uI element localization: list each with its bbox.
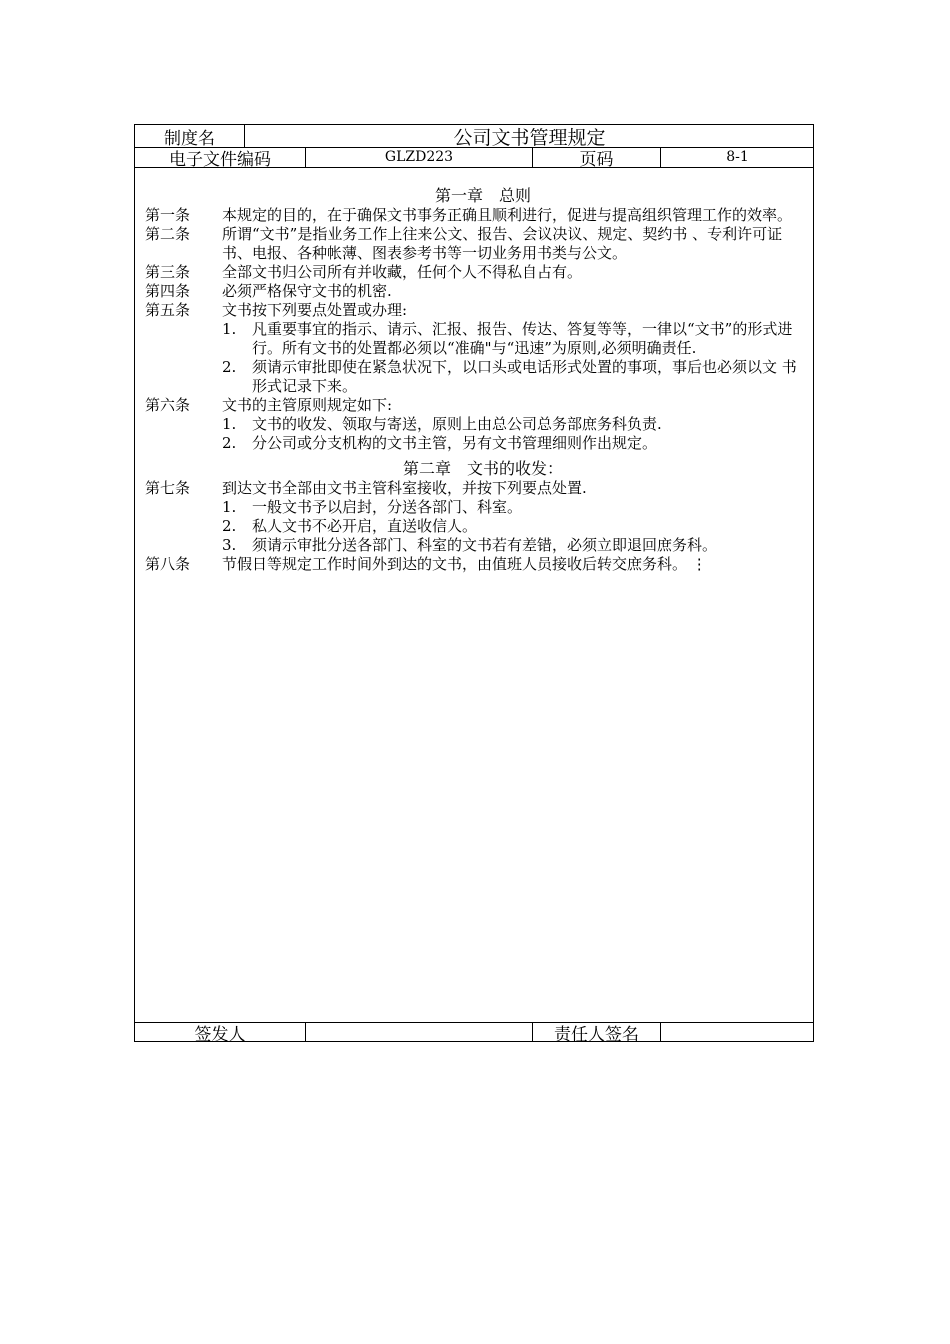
chapter-title: 第二章 文书的收发： [402, 459, 563, 478]
article [145, 263, 809, 282]
file-code-value: GLZD223 [384, 149, 454, 165]
article-number: 第一条 [145, 206, 191, 224]
item-text: 须请示审批分送各部门、科室的文书若有差错，必须立即退回庶务科。 [252, 536, 718, 554]
article-text: 所谓“文书”是指业务工作上往来公文、报告、会议决议、规定、契约书 、专利许可证书、电报、各种帐薄、图表参考书等一切业务用书类与公文。 [222, 225, 783, 262]
article-number: 第二条 [145, 225, 191, 243]
responsible-signature-label: 责任人签名 [554, 1024, 639, 1045]
issuer-label: 签发人 [194, 1024, 246, 1045]
item-text: 文书的收发、领取与寄送，原则上由总公司总务部庶务科负责. [252, 415, 662, 433]
responsible-signature-field[interactable] [661, 1022, 814, 1042]
regulation-name-label: 制度名 [164, 128, 215, 149]
article-items [145, 320, 809, 396]
article-text: 全部文书归公司所有并收藏，任何个人不得私自占有。 [222, 263, 583, 281]
list-item [222, 415, 809, 434]
article-number: 第八条 [145, 555, 191, 573]
file-code-label: 电子文件编码 [169, 149, 271, 170]
item-number: 3. [222, 536, 237, 554]
item-text: 一般文书予以启封，分送各部门、科室。 [252, 498, 523, 516]
item-text: 私人文书不必开启，直送收信人。 [252, 517, 478, 535]
chapter-title: 第一章 总则 [434, 186, 531, 205]
article-text: 文书按下列要点处置或办理: [222, 301, 408, 319]
article-text: 文书的主管原则规定如下: [222, 396, 393, 414]
article [145, 282, 809, 301]
regulation-body [145, 186, 809, 574]
page-number-label: 页码 [579, 149, 614, 170]
article [145, 396, 809, 415]
regulation-title: 公司文书管理规定 [453, 126, 606, 149]
document-form [134, 124, 814, 1045]
item-number: 1. [222, 415, 237, 433]
list-item [222, 498, 809, 517]
list-item [222, 517, 809, 536]
article-number: 第七条 [145, 479, 191, 497]
article-number: 第五条 [145, 301, 191, 319]
article [145, 301, 809, 320]
article-number: 第六条 [145, 396, 191, 414]
article [145, 555, 809, 574]
article-number: 第三条 [145, 263, 191, 281]
item-number: 2. [222, 358, 237, 376]
list-item [222, 434, 809, 453]
item-text: 分公司或分支机构的文书主管，另有文书管理细则作出规定。 [252, 434, 658, 452]
item-text: 须请示审批即使在紧急状况下，以口头或电话形式处置的事项，事后也必须以文 书形式记录下来。 [252, 358, 797, 395]
item-number: 2. [222, 434, 237, 452]
article [145, 479, 809, 498]
page-number-value: 8-1 [726, 149, 749, 165]
list-item [222, 320, 809, 358]
issuer-signature-field[interactable] [306, 1022, 532, 1042]
article-text: 节假日等规定工作时间外到达的文书，由值班人员接收后转交庶务科。 ⋮ [222, 555, 707, 573]
article [145, 225, 809, 263]
item-number: 1. [222, 498, 237, 516]
article [145, 206, 809, 225]
list-item [222, 536, 809, 555]
article-items [145, 498, 809, 555]
item-text: 凡重要事宜的指示、请示、汇报、报告、传达、答复等等，一律以“文书”的形式进行。所有文书的处置都必须以“准确"与“迅速”为原则,必须明确责任. [252, 320, 793, 357]
article-number: 第四条 [145, 282, 191, 300]
article-text: 到达文书全部由文书主管科室接收，并按下列要点处置. [222, 479, 587, 497]
list-item [222, 358, 809, 396]
article-items [145, 415, 809, 453]
item-number: 1. [222, 320, 237, 338]
article-text: 本规定的目的，在于确保文书事务正确且顺利进行，促进与提高组织管理工作的效率。 [222, 206, 793, 224]
article-text: 必须严格保守文书的机密. [222, 282, 392, 300]
item-number: 2. [222, 517, 237, 535]
